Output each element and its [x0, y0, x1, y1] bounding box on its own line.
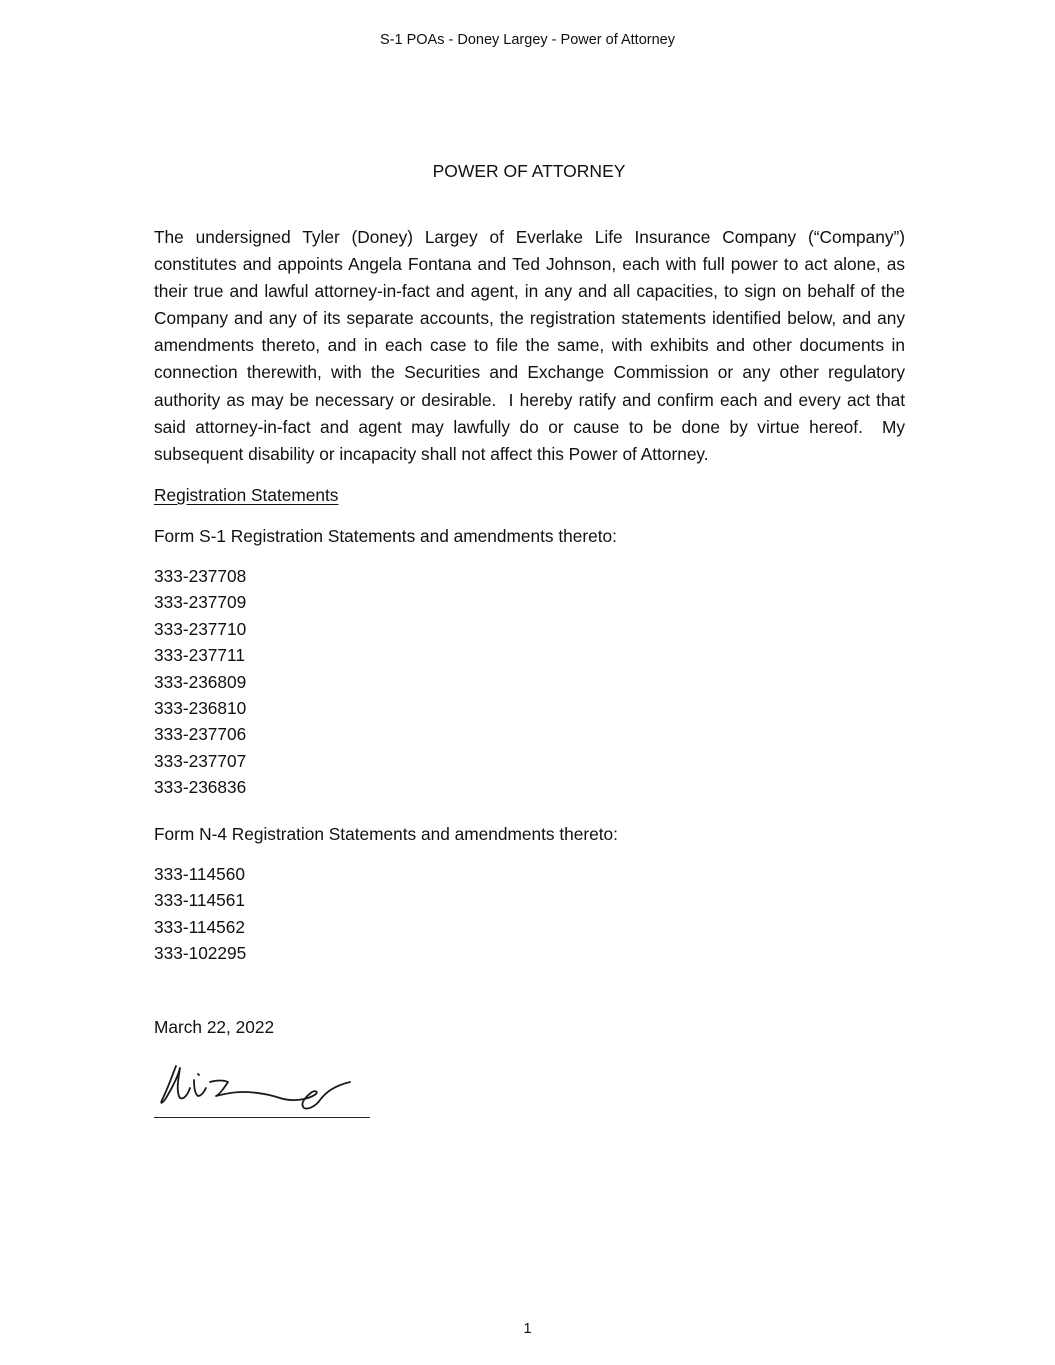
registration-number: 333-237709 [154, 592, 247, 613]
registration-number: 333-237708 [154, 566, 247, 586]
registration-number: 333-237711 [154, 645, 245, 666]
registration-number: 333-114562 [154, 916, 245, 937]
document-title: POWER OF ATTORNEY [432, 161, 626, 181]
page-number: 1 [523, 1321, 532, 1337]
form-s1-registration-list [154, 563, 246, 801]
signature-line [154, 1117, 370, 1118]
registration-number: 333-237706 [154, 724, 247, 745]
registration-number: 333-102295 [154, 943, 247, 964]
registration-statements-heading: Registration Statements [154, 485, 339, 505]
registration-number: 333-236810 [154, 698, 247, 719]
form-s1-intro: Form S-1 Registration Statements and amendments thereto: [154, 526, 617, 546]
signature-date: March 22, 2022 [154, 1017, 275, 1037]
registration-number: 333-114561 [154, 890, 245, 911]
registration-number: 333-237710 [154, 618, 247, 639]
form-n4-intro: Form N-4 Registration Statements and amendments thereto: [154, 824, 618, 844]
body-paragraph: The undersigned Tyler (Doney) Largey of Everlake Life Insurance Company (“Company”) constitutes and appoints Angela Fontana and Ted Johnson, each with full power to act alone, as their true and lawful attorney-in-fact and agent, in any and all capacities, to sign on behalf of the Company and any of its separate accounts, the registration statements identified below, and any amendments thereto, and in each case to file the same, with exhibits and other documents in connection therewith, with the Securities and Exchange Commission or any other regulatory authority as may be necessary or desirable. I hereby ratify and confirm each and every act that said attorney-in-fact and agent may lawfully do or cause to be done by virtue hereof. My subsequent disability or incapacity shall not affect this Power of Attorney. [154, 227, 910, 464]
registration-number: 333-237707 [154, 750, 247, 771]
form-n4-registration-list [154, 861, 246, 967]
registration-number: 333-236809 [154, 671, 247, 692]
handwritten-signature-icon [158, 1058, 358, 1116]
registration-number: 333-114560 [154, 864, 245, 884]
page-header: S-1 POAs - Doney Largey - Power of Attorney [380, 32, 675, 48]
registration-number: 333-236836 [154, 777, 247, 798]
